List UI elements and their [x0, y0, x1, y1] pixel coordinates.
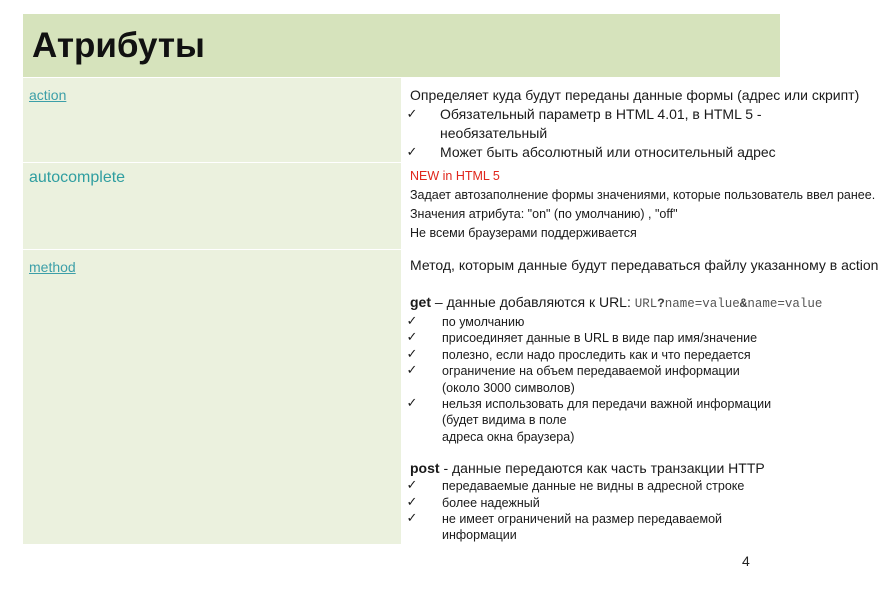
list-item-continuation: адреса окна браузера)	[442, 429, 575, 444]
bullet-list	[406, 105, 780, 162]
page-number: 4	[742, 553, 750, 569]
get-bullet-list	[406, 314, 780, 445]
table-row	[23, 78, 781, 163]
description-line: Значения атрибута: "on" (по умолчанию) , "off"	[410, 207, 678, 221]
check-icon: ✓	[406, 396, 418, 412]
get-keyword: get	[410, 294, 431, 310]
table-header	[23, 14, 781, 78]
method-intro: Метод, которым данные будут передаваться файлу указанному в action	[410, 257, 878, 273]
get-heading: get – данные добавляются к URL: URL?name=value&name=value	[410, 294, 823, 311]
check-icon: ✓	[406, 494, 418, 510]
list-item: ✓ полезно, если надо проследить как и что передается	[410, 347, 780, 363]
list-item: ✓ передаваемые данные не видны в адресной строке	[410, 478, 780, 494]
description-line: Задает автозаполнение формы значениями, которые пользователь ввел ранее.	[410, 188, 876, 202]
list-item: ✓ нельзя использовать для передачи важной информации (будет видима в поле	[410, 396, 780, 429]
table-row	[23, 250, 781, 545]
list-item: ✓ ограничение на объем передаваемой информации (около 3000 символов)	[410, 363, 780, 396]
list-item: ✓ Обязательный параметр в HTML 4.01, в HTML 5 - необязательный	[410, 105, 780, 143]
check-icon: ✓	[406, 314, 418, 329]
table-row	[23, 163, 781, 250]
attribute-name-cell	[23, 250, 402, 545]
check-icon: ✓	[406, 511, 418, 527]
check-icon: ✓	[406, 330, 418, 346]
check-icon: ✓	[406, 107, 418, 122]
new-in-html5-label: NEW in HTML 5	[410, 169, 500, 183]
list-item: ✓ по умолчанию	[410, 314, 780, 330]
attributes-table	[22, 13, 878, 545]
attribute-description-cell	[402, 163, 876, 250]
attribute-description-cell	[402, 250, 878, 545]
attribute-name-cell	[23, 78, 402, 163]
description-line: Определяет куда будут переданы данные формы (адрес или скрипт)	[410, 87, 860, 103]
slide-title: Атрибуты	[32, 26, 205, 65]
list-item: ✓ более надежный	[410, 495, 780, 511]
list-item: ✓ Может быть абсолютный или относительный адрес	[410, 143, 780, 162]
check-icon: ✓	[406, 145, 418, 160]
check-icon: ✓	[406, 363, 418, 379]
attribute-name-autocomplete: autocomplete	[29, 169, 126, 186]
url-example-code: URL?name=value&name=value	[634, 297, 823, 311]
list-item: ✓ не имеет ограничений на размер передаваемой информации	[410, 511, 780, 544]
post-bullet-list	[406, 478, 780, 544]
attribute-name-method[interactable]: method	[29, 259, 76, 275]
post-heading: post - данные передаются как часть транзакции HTTP	[410, 460, 765, 477]
check-icon: ✓	[406, 478, 418, 494]
check-icon: ✓	[406, 346, 418, 362]
attribute-description-cell	[402, 78, 860, 163]
list-item: ✓ присоединяет данные в URL в виде пар имя/значение	[410, 330, 780, 346]
post-keyword: post	[410, 460, 440, 477]
attribute-name-cell	[23, 163, 402, 250]
attribute-name-action[interactable]: action	[29, 87, 67, 103]
description-line: Не всеми браузерами поддерживается	[410, 226, 637, 240]
